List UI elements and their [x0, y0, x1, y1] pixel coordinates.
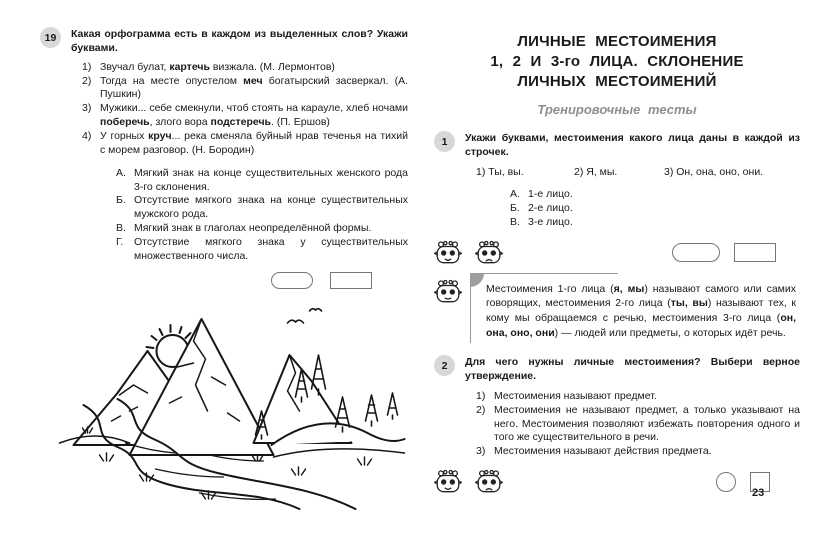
option-item	[510, 188, 800, 202]
sad-face-icon[interactable]	[475, 240, 503, 266]
option-letter: Б.	[116, 194, 126, 207]
page-title	[434, 28, 800, 91]
exercise-1-number-badge: 1	[434, 131, 455, 152]
item-number: 2)	[82, 74, 92, 87]
item-text: Местоимения называют действия предмета.	[494, 445, 712, 458]
exercise-19-items	[82, 61, 408, 158]
item-number: 3)	[476, 445, 486, 458]
rule-box	[434, 273, 800, 344]
item-number: 1)	[476, 389, 486, 402]
list-item	[82, 102, 408, 130]
option-text: Мягкий знак на конце существительных женского рода 3-го склонения.	[134, 166, 408, 193]
top-rule-line	[470, 273, 618, 274]
happy-face-icon[interactable]	[434, 240, 462, 266]
list-item	[476, 445, 800, 459]
title-line: ЛИЧНЫХ МЕСТОИМЕНИЙ	[517, 72, 717, 90]
item-text: Тогда на месте опустелом меч богатырский засверкал. (А. Пушкин)	[100, 74, 408, 101]
exercise-2-selfcheck-row	[434, 469, 800, 495]
item-number: 2)	[476, 403, 486, 416]
list-item	[82, 75, 408, 103]
circle-answer-field[interactable]	[716, 472, 736, 492]
happy-face-icon[interactable]	[434, 469, 462, 495]
list-item	[476, 390, 800, 404]
option-text: 3-е лицо.	[528, 215, 573, 228]
exercise-1-task: Укажи буквами, местоимения какого лица даны в каждой из строчек.	[465, 132, 800, 159]
option-item	[116, 167, 408, 195]
exercise-2-items	[476, 390, 800, 459]
exercise-19	[40, 28, 408, 56]
item-text: Звучал булат, картечь визжала. (М. Лермонтов)	[100, 60, 335, 73]
exercise-1-rows	[476, 166, 800, 180]
left-page	[40, 28, 408, 517]
option-item	[116, 222, 408, 236]
option-letter: А.	[116, 166, 126, 179]
title-line: ЛИЧНЫЕ МЕСТОИМЕНИЯ	[517, 33, 717, 50]
exercise-19-answer-fields	[40, 272, 408, 289]
mascot-face-icon	[434, 279, 462, 305]
option-text: Отсутствие мягкого знака на конце существительных мужского рода.	[134, 194, 408, 221]
exercise-1-selfcheck-row	[434, 240, 800, 266]
option-text: 1-е лицо.	[528, 187, 573, 200]
mountain-illustration	[58, 293, 406, 517]
option-item	[510, 216, 800, 230]
corner-decoration	[470, 273, 484, 287]
pronoun-row: 3) Он, она, оно, они.	[664, 166, 764, 179]
pronoun-row: 2) Я, мы.	[574, 166, 618, 179]
option-text: Отсутствие мягкого знака у существительных множественного числа.	[134, 236, 408, 262]
rect-answer-field[interactable]	[330, 272, 372, 289]
option-letter: В.	[510, 215, 520, 228]
sad-face-icon[interactable]	[475, 469, 503, 495]
option-letter: Г.	[116, 236, 124, 249]
rule-text: Местоимения 1-го лица (я, мы) называют самого или самих говорящих, местоимения 2-го лица (ты, вы) называют тех, к кому мы обращаемся с речью, местоимения 3-го лица (он, она, оно, они) — людей или предметы, о которых идёт речь.	[486, 282, 797, 340]
bird-icon	[310, 308, 322, 310]
exercise-2-number-badge: 2	[434, 355, 455, 376]
option-letter: В.	[116, 222, 126, 235]
bird-icon	[288, 320, 304, 323]
option-text: Мягкий знак в глаголах неопределённой формы.	[134, 222, 372, 235]
option-text: 2-е лицо.	[528, 201, 573, 214]
left-rule-line	[470, 273, 471, 344]
item-text: Местоимения не называют предмет, а только указывают на него. Местоимения позволяют избежать повторения одного и того же существительного в речи.	[494, 403, 800, 444]
exercise-19-task: Какая орфограмма есть в каждом из выделенных слов? Укажи буквами.	[71, 28, 408, 54]
option-item	[116, 194, 408, 222]
item-number: 3)	[82, 102, 92, 115]
list-item	[82, 61, 408, 75]
title-line: 1, 2 И 3-го ЛИЦА. СКЛОНЕНИЕ	[490, 52, 744, 70]
item-text: Мужики... себе смекнули, чтоб стоять на карауле, хлеб ночами поберечь, злого вора подстеречь. (П. Ершов)	[100, 102, 408, 129]
list-item	[476, 404, 800, 446]
option-letter: Б.	[510, 201, 520, 214]
item-number: 4)	[82, 130, 92, 143]
oval-answer-field[interactable]	[271, 272, 313, 289]
item-number: 1)	[82, 60, 92, 73]
exercise-2	[434, 356, 800, 495]
exercise-19-options	[116, 167, 408, 264]
list-item	[82, 130, 408, 158]
rect-answer-field[interactable]	[734, 243, 776, 262]
item-text: У горных круч... река сменяла буйный нрав теченья на тихий с морем разговор. (Н. Бородин)	[100, 130, 408, 156]
exercise-2-task: Для чего нужны личные местоимения? Выбери верное утверждение.	[465, 356, 800, 383]
exercise-19-number-badge: 19	[40, 27, 61, 48]
section-subtitle: Тренировочные тесты	[537, 102, 697, 118]
page-number: 23	[752, 487, 765, 499]
option-letter: А.	[510, 187, 520, 200]
pronoun-row: 1) Ты, вы.	[476, 166, 524, 179]
exercise-1	[434, 132, 800, 265]
option-item	[116, 236, 408, 264]
right-page	[434, 28, 800, 495]
oval-answer-field[interactable]	[672, 243, 720, 262]
option-item	[510, 202, 800, 216]
item-text: Местоимения называют предмет.	[494, 389, 657, 402]
exercise-1-options	[510, 188, 800, 230]
